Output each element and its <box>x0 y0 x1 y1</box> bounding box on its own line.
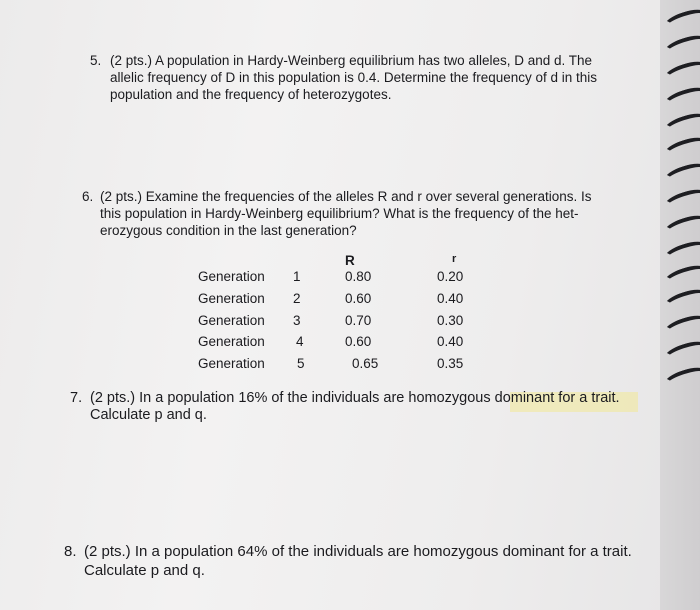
binder-ring <box>663 238 700 264</box>
generation-number: 3 <box>293 313 301 328</box>
binder-ring <box>663 84 700 110</box>
generation-label: Generation <box>198 291 265 306</box>
binder-ring <box>663 262 700 288</box>
header-r: r <box>452 253 457 265</box>
binder-ring <box>663 212 700 238</box>
freq-R-value: 0.60 <box>345 334 372 349</box>
binder-ring <box>663 160 700 186</box>
question-number: 6. <box>82 189 94 204</box>
freq-r-value: 0.40 <box>437 291 464 306</box>
freq-r-value: 0.20 <box>437 269 464 284</box>
generation-number: 1 <box>293 269 301 284</box>
freq-R-value: 0.80 <box>345 269 372 284</box>
freq-R-value: 0.65 <box>352 356 379 371</box>
generation-label: Generation <box>198 269 265 284</box>
binder-ring <box>663 6 700 32</box>
question-number: 7. <box>70 390 83 406</box>
binder-edge <box>660 0 700 610</box>
question-text: (2 pts.) In a population 64% of the individuals are homozygous dominant for a trait. Calculate p and q. <box>84 543 632 579</box>
bleed-through-text <box>150 118 155 133</box>
binder-ring <box>663 312 700 338</box>
binder-ring <box>663 286 700 312</box>
freq-r-value: 0.35 <box>437 356 464 371</box>
generation-number: 4 <box>296 334 304 349</box>
generation-label: Generation <box>198 334 265 349</box>
binder-ring <box>663 338 700 364</box>
freq-r-value: 0.40 <box>437 334 464 349</box>
freq-R-value: 0.60 <box>345 291 372 306</box>
binder-ring <box>663 186 700 212</box>
question-number: 5. <box>90 53 102 68</box>
binder-ring <box>663 58 700 84</box>
binder-ring <box>663 364 700 390</box>
question-text: (2 pts.) In a population 16% of the individuals are homozygous dominant for a trait. Calculate p and q. <box>90 390 620 423</box>
generation-number: 2 <box>293 291 301 306</box>
question-text: (2 pts.) A population in Hardy-Weinberg equilibrium has two alleles, D and d. The allelic frequency of D in this population is 0.4. Determine the frequency of d in this population and the frequency of heterozygotes. <box>110 53 598 102</box>
header-R: R <box>345 253 355 268</box>
generation-label: Generation <box>198 313 265 328</box>
freq-r-value: 0.30 <box>437 313 464 328</box>
binder-ring <box>663 134 700 160</box>
freq-R-value: 0.70 <box>345 313 372 328</box>
binder-ring <box>663 32 700 58</box>
generation-number: 5 <box>297 356 305 371</box>
binder-ring <box>663 110 700 136</box>
generation-label: Generation <box>198 356 265 371</box>
question-number: 8. <box>64 543 77 560</box>
question-text: (2 pts.) Examine the frequencies of the alleles R and r over several generations. Is this population in Hardy-Weinberg equilibrium? What is the frequency of the het- erozygous condition in the last generation? <box>100 189 592 238</box>
